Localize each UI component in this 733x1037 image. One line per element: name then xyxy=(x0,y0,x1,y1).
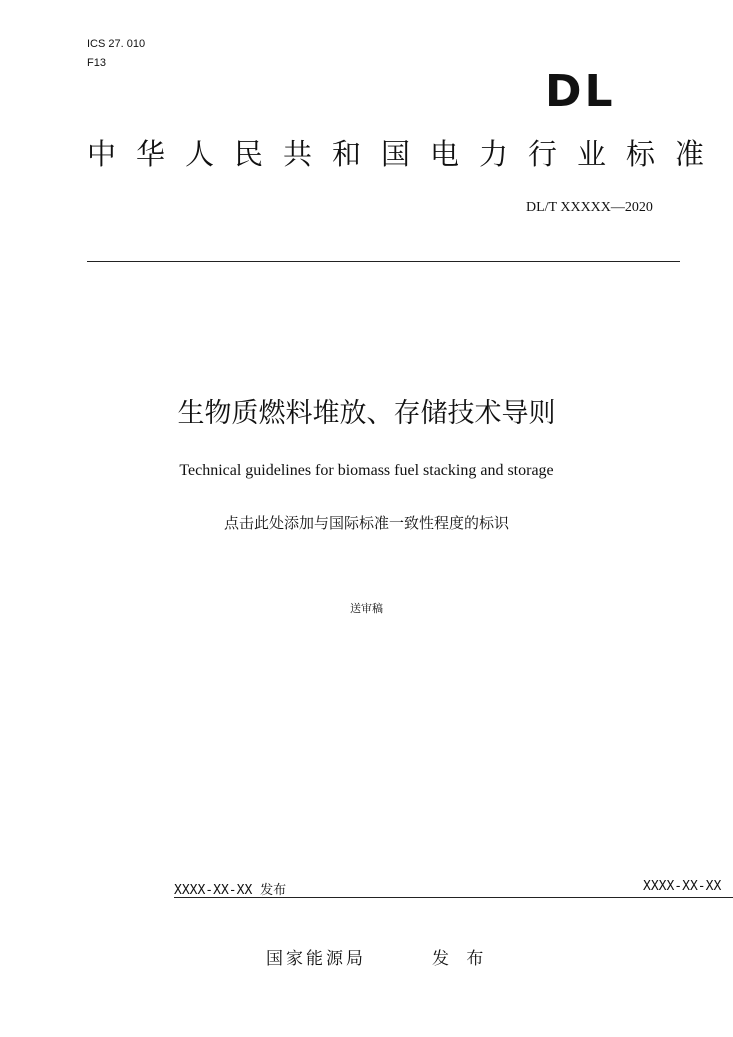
industry-standard-title: 中华人民共和国电力行业标准 xyxy=(87,137,725,171)
standard-number: DL/T XXXXX—2020 xyxy=(526,200,653,215)
issue-date: XXXX-XX-XX 发布 xyxy=(174,883,287,898)
dl-logo: DL xyxy=(545,66,616,117)
footer-divider xyxy=(174,897,733,898)
draft-status: 送审稿 xyxy=(350,602,383,615)
issue-label: 发 布 xyxy=(432,949,490,969)
document-title-en: Technical guidelines for biomass fuel stacking and storage xyxy=(179,462,554,479)
issuing-authority: 国家能源局 xyxy=(266,949,366,969)
header-divider xyxy=(87,261,680,262)
consistency-note: 点击此处添加与国际标准一致性程度的标识 xyxy=(223,514,509,532)
implement-date: XXXX-XX-XX xyxy=(643,879,722,894)
document-title-cn: 生物质燃料堆放、存储技术导则 xyxy=(177,398,556,429)
classification-code: F13 xyxy=(87,57,106,69)
ics-code: ICS 27. 010 xyxy=(87,38,146,50)
